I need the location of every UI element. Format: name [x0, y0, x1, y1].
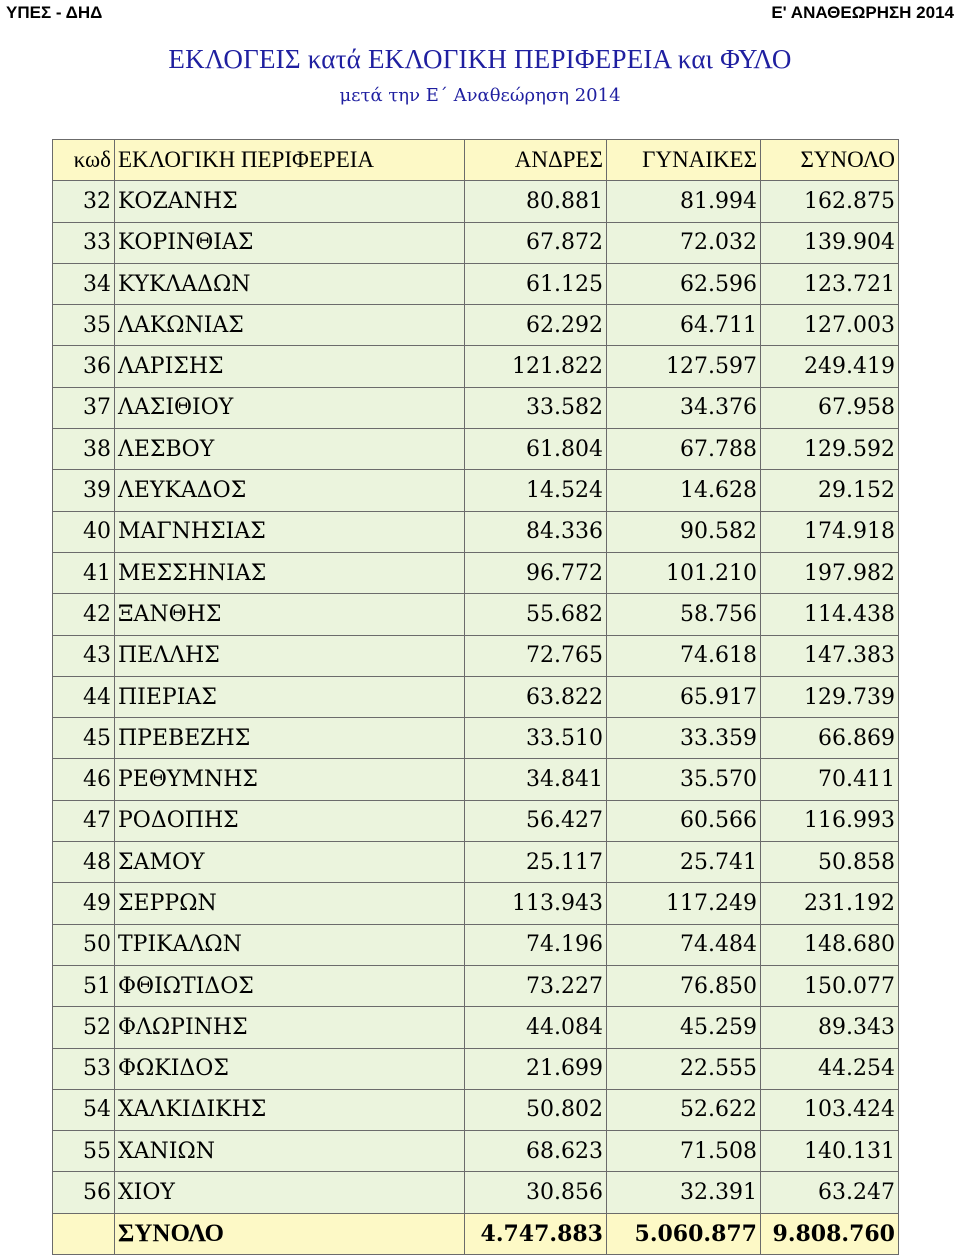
row-total: 147.383 — [761, 635, 899, 676]
row-region: ΦΩΚΙΔΟΣ — [115, 1048, 465, 1089]
row-men: 44.084 — [465, 1007, 607, 1048]
row-men: 80.881 — [465, 181, 607, 222]
row-code: 56 — [53, 1172, 115, 1213]
row-code: 51 — [53, 965, 115, 1006]
row-code: 50 — [53, 924, 115, 965]
row-men: 34.841 — [465, 759, 607, 800]
row-total: 114.438 — [761, 594, 899, 635]
electors-table — [52, 139, 899, 1255]
row-men: 21.699 — [465, 1048, 607, 1089]
total-row-code — [53, 1213, 115, 1254]
row-region: ΡΕΘΥΜΝΗΣ — [115, 759, 465, 800]
table-row — [53, 305, 899, 346]
row-total: 50.858 — [761, 842, 899, 883]
row-code: 48 — [53, 842, 115, 883]
row-total: 197.982 — [761, 552, 899, 593]
row-code: 34 — [53, 263, 115, 304]
row-total: 249.419 — [761, 346, 899, 387]
column-header-total: ΣΥΝΟΛΟ — [761, 140, 899, 181]
row-men: 33.582 — [465, 387, 607, 428]
row-total: 66.869 — [761, 718, 899, 759]
row-women: 22.555 — [607, 1048, 761, 1089]
row-total: 116.993 — [761, 800, 899, 841]
row-region: ΡΟΔΟΠΗΣ — [115, 800, 465, 841]
row-men: 84.336 — [465, 511, 607, 552]
row-region: ΠΡΕΒΕΖΗΣ — [115, 718, 465, 759]
row-men: 121.822 — [465, 346, 607, 387]
row-men: 113.943 — [465, 883, 607, 924]
table-row — [53, 842, 899, 883]
row-men: 14.524 — [465, 470, 607, 511]
row-men: 25.117 — [465, 842, 607, 883]
row-women: 34.376 — [607, 387, 761, 428]
row-code: 33 — [53, 222, 115, 263]
row-code: 54 — [53, 1089, 115, 1130]
row-region: ΚΟΖΑΝΗΣ — [115, 181, 465, 222]
row-code: 44 — [53, 676, 115, 717]
row-women: 90.582 — [607, 511, 761, 552]
row-code: 32 — [53, 181, 115, 222]
table-row — [53, 1048, 899, 1089]
row-region: ΛΑΣΙΘΙΟΥ — [115, 387, 465, 428]
row-region: ΠΙΕΡΙΑΣ — [115, 676, 465, 717]
row-men: 30.856 — [465, 1172, 607, 1213]
total-row — [53, 1213, 899, 1254]
row-total: 29.152 — [761, 470, 899, 511]
row-men: 61.125 — [465, 263, 607, 304]
row-women: 101.210 — [607, 552, 761, 593]
row-code: 43 — [53, 635, 115, 676]
row-women: 74.484 — [607, 924, 761, 965]
row-men: 67.872 — [465, 222, 607, 263]
row-women: 52.622 — [607, 1089, 761, 1130]
row-men: 74.196 — [465, 924, 607, 965]
table-row — [53, 676, 899, 717]
table-row — [53, 1131, 899, 1172]
row-women: 35.570 — [607, 759, 761, 800]
column-header-women: ΓΥΝΑΙΚΕΣ — [607, 140, 761, 181]
row-women: 72.032 — [607, 222, 761, 263]
row-men: 72.765 — [465, 635, 607, 676]
table-body — [53, 140, 899, 1255]
row-code: 55 — [53, 1131, 115, 1172]
total-women: 5.060.877 — [607, 1213, 761, 1254]
row-region: ΞΑΝΘΗΣ — [115, 594, 465, 635]
table-row — [53, 594, 899, 635]
row-men: 62.292 — [465, 305, 607, 346]
row-region: ΛΕΣΒΟΥ — [115, 429, 465, 470]
page-title: ΕΚΛΟΓΕΙΣ κατά ΕΚΛΟΓΙΚΗ ΠΕΡΙΦΕΡΕΙΑ και ΦΥΛΟ — [168, 44, 792, 74]
row-region: ΧΑΝΙΩΝ — [115, 1131, 465, 1172]
row-women: 117.249 — [607, 883, 761, 924]
row-total: 129.739 — [761, 676, 899, 717]
row-code: 49 — [53, 883, 115, 924]
column-header-code: κωδ — [53, 140, 115, 181]
row-code: 45 — [53, 718, 115, 759]
row-women: 62.596 — [607, 263, 761, 304]
row-region: ΦΘΙΩΤΙΔΟΣ — [115, 965, 465, 1006]
total-men: 4.747.883 — [465, 1213, 607, 1254]
table-row — [53, 222, 899, 263]
row-code: 39 — [53, 470, 115, 511]
row-men: 68.623 — [465, 1131, 607, 1172]
row-total: 67.958 — [761, 387, 899, 428]
row-women: 81.994 — [607, 181, 761, 222]
row-men: 61.804 — [465, 429, 607, 470]
row-women: 32.391 — [607, 1172, 761, 1213]
table-row — [53, 346, 899, 387]
table-row — [53, 429, 899, 470]
table-row — [53, 511, 899, 552]
row-men: 55.682 — [465, 594, 607, 635]
row-region: ΣΑΜΟΥ — [115, 842, 465, 883]
row-total: 44.254 — [761, 1048, 899, 1089]
row-region: ΧΙΟΥ — [115, 1172, 465, 1213]
revision-label: Ε' ΑΝΑΘΕΩΡΗΣΗ 2014 — [771, 3, 954, 22]
table-row — [53, 263, 899, 304]
row-women: 58.756 — [607, 594, 761, 635]
row-women: 33.359 — [607, 718, 761, 759]
table-row — [53, 1172, 899, 1213]
row-region: ΚΥΚΛΑΔΩΝ — [115, 263, 465, 304]
row-men: 73.227 — [465, 965, 607, 1006]
row-women: 65.917 — [607, 676, 761, 717]
row-women: 71.508 — [607, 1131, 761, 1172]
table-row — [53, 924, 899, 965]
row-code: 46 — [53, 759, 115, 800]
row-region: ΛΑΚΩΝΙΑΣ — [115, 305, 465, 346]
table-row — [53, 800, 899, 841]
row-code: 38 — [53, 429, 115, 470]
table-row — [53, 718, 899, 759]
row-total: 127.003 — [761, 305, 899, 346]
row-code: 52 — [53, 1007, 115, 1048]
table-row — [53, 965, 899, 1006]
page-subtitle: μετά την Ε΄ Αναθεώρηση 2014 — [339, 85, 621, 106]
total-row-label: ΣΥΝΟΛΟ — [115, 1213, 465, 1254]
row-region: ΜΕΣΣΗΝΙΑΣ — [115, 552, 465, 593]
row-women: 25.741 — [607, 842, 761, 883]
row-total: 140.131 — [761, 1131, 899, 1172]
row-total: 123.721 — [761, 263, 899, 304]
row-women: 76.850 — [607, 965, 761, 1006]
row-women: 45.259 — [607, 1007, 761, 1048]
row-region: ΜΑΓΝΗΣΙΑΣ — [115, 511, 465, 552]
table-row — [53, 181, 899, 222]
row-total: 103.424 — [761, 1089, 899, 1130]
table-row — [53, 883, 899, 924]
row-region: ΠΕΛΛΗΣ — [115, 635, 465, 676]
column-header-men: ΑΝΔΡΕΣ — [465, 140, 607, 181]
row-women: 127.597 — [607, 346, 761, 387]
row-women: 60.566 — [607, 800, 761, 841]
row-code: 47 — [53, 800, 115, 841]
row-men: 50.802 — [465, 1089, 607, 1130]
row-code: 41 — [53, 552, 115, 593]
row-region: ΛΑΡΙΣΗΣ — [115, 346, 465, 387]
row-code: 35 — [53, 305, 115, 346]
row-total: 139.904 — [761, 222, 899, 263]
row-code: 42 — [53, 594, 115, 635]
table-row — [53, 635, 899, 676]
row-region: ΛΕΥΚΑΔΟΣ — [115, 470, 465, 511]
table-row — [53, 759, 899, 800]
row-region: ΧΑΛΚΙΔΙΚΗΣ — [115, 1089, 465, 1130]
row-total: 70.411 — [761, 759, 899, 800]
row-code: 53 — [53, 1048, 115, 1089]
table-row — [53, 470, 899, 511]
row-women: 74.618 — [607, 635, 761, 676]
row-code: 40 — [53, 511, 115, 552]
row-total: 231.192 — [761, 883, 899, 924]
table-header-row — [53, 140, 899, 181]
row-total: 174.918 — [761, 511, 899, 552]
row-men: 63.822 — [465, 676, 607, 717]
row-region: ΣΕΡΡΩΝ — [115, 883, 465, 924]
row-code: 36 — [53, 346, 115, 387]
table-row — [53, 387, 899, 428]
row-code: 37 — [53, 387, 115, 428]
row-women: 64.711 — [607, 305, 761, 346]
table-row — [53, 1007, 899, 1048]
row-total: 63.247 — [761, 1172, 899, 1213]
row-men: 96.772 — [465, 552, 607, 593]
row-women: 67.788 — [607, 429, 761, 470]
agency-label: ΥΠΕΣ - ΔΗΔ — [6, 3, 103, 22]
table-row — [53, 552, 899, 593]
row-total: 89.343 — [761, 1007, 899, 1048]
row-total: 148.680 — [761, 924, 899, 965]
row-women: 14.628 — [607, 470, 761, 511]
row-region: ΚΟΡΙΝΘΙΑΣ — [115, 222, 465, 263]
total-sum: 9.808.760 — [761, 1213, 899, 1254]
row-total: 162.875 — [761, 181, 899, 222]
column-header-region: ΕΚΛΟΓΙΚΗ ΠΕΡΙΦΕΡΕΙΑ — [115, 140, 465, 181]
row-total: 150.077 — [761, 965, 899, 1006]
row-men: 33.510 — [465, 718, 607, 759]
row-region: ΦΛΩΡΙΝΗΣ — [115, 1007, 465, 1048]
table-row — [53, 1089, 899, 1130]
row-men: 56.427 — [465, 800, 607, 841]
row-region: ΤΡΙΚΑΛΩΝ — [115, 924, 465, 965]
row-total: 129.592 — [761, 429, 899, 470]
